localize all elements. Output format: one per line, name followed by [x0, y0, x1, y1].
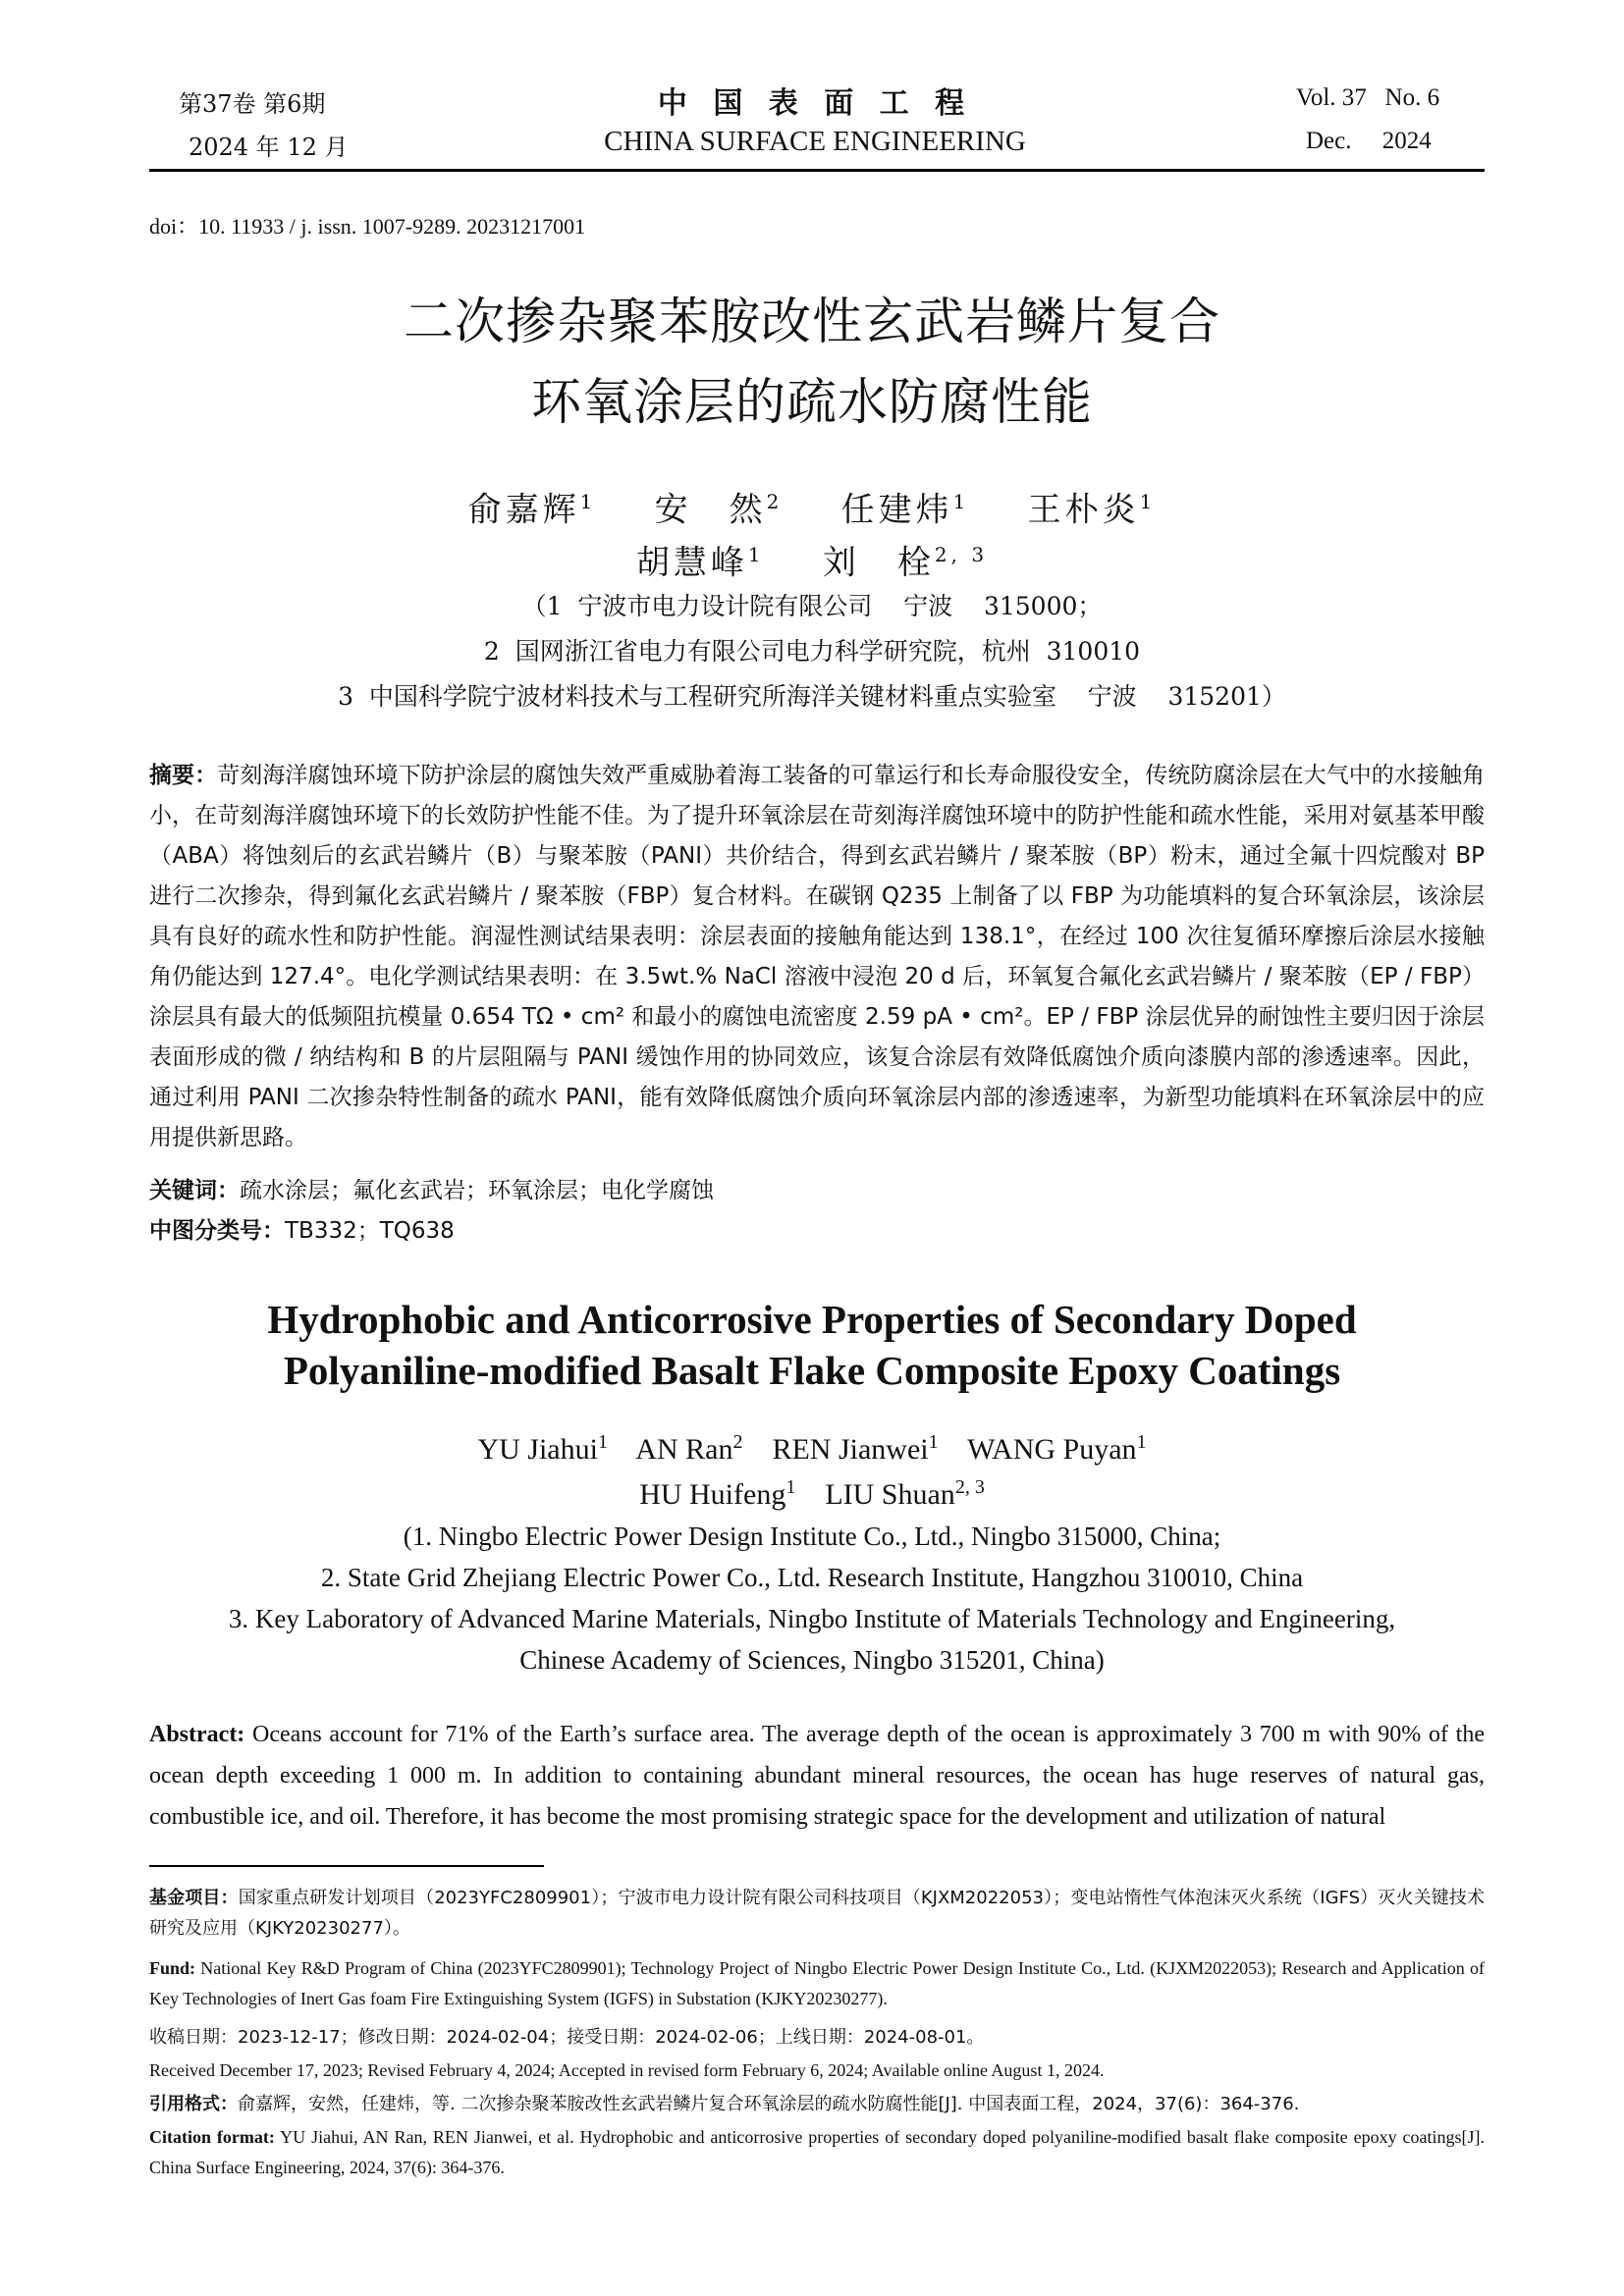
author-en: LIU Shuan — [825, 1478, 955, 1511]
author-en: YU Jiahui — [477, 1433, 598, 1466]
abstract-cn — [149, 756, 1485, 1158]
footnote-rule — [149, 1865, 544, 1867]
citation-en: Citation format: YU Jiahui, AN Ran, REN Jianwei, et al. Hydrophobic and anticorrosive properties of secondary doped polyaniline-modified basalt flake composite epoxy coatings[J]. China Surface Engineering, 2024, 37(6): 364-376. — [149, 2127, 1485, 2177]
abstract-cn-label: 摘要： — [149, 763, 218, 788]
abstract-en-text: Oceans account for 71% of the Earth’s surface area. The average depth of the ocean is approximately 3 700 m with 90% of the ocean depth exceeding 1 000 m. In addition to containing abundant mineral resources, the ocean has huge reserves of natural gas, combustible ice, and oil. Therefore, it has become the most promising strategic space for the development and utilization of natural — [149, 1722, 1486, 1830]
author-en: REN Jianwei — [772, 1433, 929, 1466]
keywords-cn — [149, 1171, 1485, 1211]
header-rule — [149, 169, 1485, 172]
affiliation-en-1: (1. Ningbo Electric Power Design Institute Co., Ltd., Ningbo 315000, China; — [403, 1522, 1221, 1551]
author-cn: 任建炜 — [840, 490, 953, 530]
doi: doi：10. 11933 / j. issn. 1007-9289. 20231217001 — [149, 214, 586, 239]
affiliation-cn-1: （1 宁波市电力设计院有限公司 宁波 315000； — [521, 592, 1103, 620]
volume-issue-en: Vol. 37 No. 6 — [1296, 84, 1440, 111]
author-en: AN Ran — [635, 1433, 733, 1466]
author-cn: 安 然 — [654, 490, 767, 530]
affiliation-en-4: Chinese Academy of Sciences, Ningbo 315201, China) — [519, 1645, 1105, 1675]
title-en-line1: Hydrophobic and Anticorrosive Properties of Secondary Doped — [267, 1297, 1357, 1342]
affiliation-en-3: 3. Key Laboratory of Advanced Marine Materials, Ningbo Institute of Materials Technology and Engineering, — [228, 1604, 1396, 1633]
keywords-cn-text: 疏水涂层；氟化玄武岩；环氧涂层；电化学腐蚀 — [240, 1178, 714, 1203]
author-cn: 胡慧峰 — [635, 543, 748, 583]
author-cn: 王朴炎 — [1027, 490, 1140, 530]
journal-name-cn: 中 国 表 面 工 程 — [657, 86, 973, 121]
affiliation-cn-3: 3 中国科学院宁波材料技术与工程研究所海洋关键材料重点实验室 宁波 315201） — [338, 682, 1286, 711]
title-cn-line2: 环氧涂层的疏水防腐性能 — [530, 374, 1093, 432]
abstract-en — [149, 1714, 1485, 1838]
citation-cn: 引用格式：俞嘉辉，安然，任建炜，等. 二次掺杂聚苯胺改性玄武岩鳞片复合环氧涂层的疏水防腐性能[J]. 中国表面工程，2024，37(6)：364-376. — [149, 2094, 1300, 2114]
abstract-cn-text: 苛刻海洋腐蚀环境下防护涂层的腐蚀失效严重威胁着海工装备的可靠运行和长寿命服役安全，传统防腐涂层在大气中的水接触角小，在苛刻海洋腐蚀环境下的长效防护性能不佳。为了提升环氧涂层在苛刻海洋腐蚀环境中的防护性能和疏水性能，采用对氨基苯甲酸（ABA）将蚀刻后的玄武岩鳞片（B）与聚苯胺（PANI）共价结合，得到玄武岩鳞片 / 聚苯胺（BP）粉末，通过全氟十四烷酸对 BP 进行二次掺杂，得到氟化玄武岩鳞片 / 聚苯胺（FBP）复合材料。在碳钢 Q235 上制备了以 FBP 为功能填料的复合环氧涂层，该涂层具有良好的疏水性和防护性能。润湿性测试结果表明：涂层表面的接触角能达到 138.1°，在经过 100 次往复循环摩擦后涂层水接触角仍能达到 127.4°。电化学测试结果表明：在 3.5wt.% NaCl 溶液中浸泡 20 d 后，环氧复合氟化玄武岩鳞片 / 聚苯胺（EP / FBP）涂层具有最大的低频阻抗模量 0.654 TΩ • cm² 和最小的腐蚀电流密度 2.59 pA • cm²。EP / FBP 涂层优异的耐蚀性主要归因于涂层表面形成的微 / 纳结构和 B 的片层阻隔与 PANI 缓蚀作用的协同效应，该复合涂层有效降低腐蚀介质向漆膜内部的渗透速率。因此，通过利用 PANI 二次掺杂特性制备的疏水 PANI，能有效降低腐蚀介质向环氧涂层内部的渗透速率，为新型功能填料在环氧涂层中的应用提供新思路。 — [149, 763, 1486, 1150]
fund-en: Fund: National Key R&D Program of China (2023YFC2809901); Technology Project of Ningbo Electric Power Design Institute Co., Ltd. (KJXM2022053); Research and Application of Key Technologies of Inert Gas foam Fire Extinguishing System (IGFS) in Substation (KJKY20230277). — [149, 1958, 1486, 2008]
volume-issue-cn: 第37卷 第6期 — [179, 90, 326, 118]
author-en: WANG Puyan — [967, 1433, 1137, 1466]
journal-name-en: CHINA SURFACE ENGINEERING — [604, 126, 1026, 157]
author-en: HU Huifeng — [639, 1478, 786, 1511]
authors-cn-line1: 俞嘉辉$^1$ 安 然$^2$ 任建炜$^1$ 王朴炎$^1$ — [467, 490, 1157, 530]
fund-cn-label: 基金项目： — [149, 1888, 239, 1908]
author-cn: 刘 栓 — [822, 543, 935, 583]
authors-en-line2: HU Huifeng$^1$ LIU Shuan$^{2, 3}$ — [639, 1476, 985, 1511]
author-cn: 俞嘉辉 — [467, 490, 580, 530]
authors-en-line1: YU Jiahui$^1$ AN Ran$^2$ REN Jianwei$^1$ WANG Puyan$^1$ — [477, 1431, 1147, 1466]
clc-label: 中图分类号： — [149, 1218, 285, 1244]
clc-number — [149, 1211, 1485, 1252]
title-cn-line1: 二次掺杂聚苯胺改性玄武岩鳞片复合 — [403, 294, 1220, 351]
authors-cn-line2: 胡慧峰$^1$ 刘 栓$^{2, 3}$ — [635, 543, 989, 583]
fund-en-label: Fund: — [149, 1958, 196, 1978]
title-en-line2: Polyaniline-modified Basalt Flake Composite Epoxy Coatings — [283, 1348, 1341, 1393]
affiliation-cn-2: 2 国网浙江省电力有限公司电力科学研究院，杭州 310010 — [483, 637, 1141, 666]
dates-en: Received December 17, 2023; Revised February 4, 2024; Accepted in revised form February 6, 2024; Available online August 1, 2024. — [149, 2060, 1105, 2080]
clc-text: TB332；TQ638 — [285, 1218, 455, 1244]
keywords-cn-label: 关键词： — [149, 1178, 240, 1203]
affiliation-en-2: 2. State Grid Zhejiang Electric Power Co., Ltd. Research Institute, Hangzhou 310010, China — [320, 1563, 1304, 1592]
date-cn: 2024 年 12 月 — [189, 133, 349, 161]
dates-cn: 收稿日期：2023-12-17；修改日期：2024-02-04；接受日期：2024-02-06；上线日期：2024-08-01。 — [149, 2027, 985, 2048]
fund-cn: 基金项目：国家重点研发计划项目（2023YFC2809901）；宁波市电力设计院有限公司科技项目（KJXM2022053）；变电站惰性气体泡沫灭火系统（IGFS）灭火关键技术研究及应用（KJKY20230277）。 — [149, 1888, 1485, 1939]
citation-en-label: Citation format: — [149, 2127, 275, 2147]
citation-cn-label: 引用格式： — [149, 2094, 238, 2114]
abstract-en-label: Abstract: — [149, 1722, 245, 1747]
date-en: Dec. 2024 — [1306, 128, 1432, 154]
